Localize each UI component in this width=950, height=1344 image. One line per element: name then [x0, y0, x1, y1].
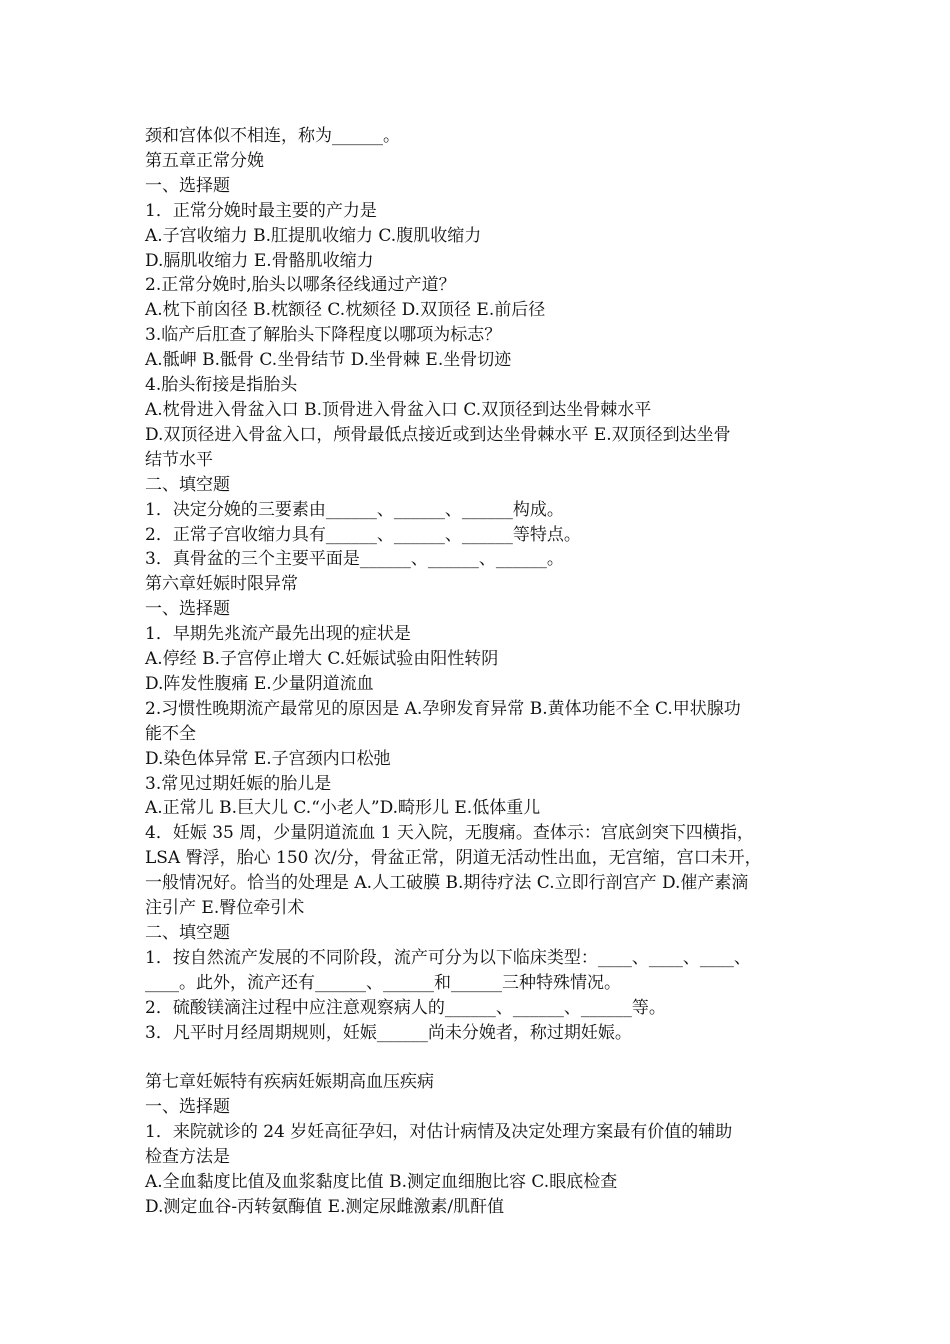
- question: 2.习惯性晚期流产最常见的原因是 A.孕卵发育异常 B.黄体功能不全 C.甲状腺功: [145, 698, 741, 719]
- question: 1．正常分娩时最主要的产力是: [145, 200, 377, 221]
- options: D.双顶径进入骨盆入口，颅骨最低点接近或到达坐骨棘水平 E.双顶径到达坐骨: [145, 424, 731, 445]
- options: D.阵发性腹痛 E.少量阴道流血: [145, 673, 374, 694]
- question: 4．妊娠 35 周，少量阴道流血 1 天入院，无腹痛。查体示：宫底剑突下四横指，: [145, 823, 754, 844]
- section-heading: 一、选择题: [145, 175, 230, 196]
- chapter-heading: 第五章正常分娩: [145, 150, 264, 171]
- fill-blank-question: 2．正常子宫收缩力具有______、______、______等特点。: [145, 524, 581, 545]
- question: LSA 臀浮，胎心 150 次/分，骨盆正常，阴道无活动性出血，无宫缩，宫口未开，: [145, 848, 762, 869]
- options: A.停经 B.子宫停止增大 C.妊娠试验由阳性转阴: [145, 649, 499, 670]
- options: A.正常儿 B.巨大儿 C.“小老人”D.畸形儿 E.低体重儿: [145, 798, 541, 819]
- section-heading: 二、填空题: [145, 923, 230, 943]
- fill-blank-question: 3．凡平时月经周期规则，妊娠______尚未分娩者，称过期妊娠。: [145, 1022, 632, 1043]
- text-line: 颈和宫体似不相连，称为______。: [145, 126, 400, 146]
- section-heading: 二、填空题: [145, 474, 230, 495]
- fill-blank-question: 2．硫酸镁滴注过程中应注意观察病人的______、______、______等。: [145, 997, 666, 1018]
- question: 3.常见过期妊娠的胎儿是: [145, 773, 332, 794]
- chapter-heading: 第六章妊娠时限异常: [145, 574, 298, 595]
- options: 结节水平: [145, 449, 213, 470]
- question: 1．早期先兆流产最先出现的症状是: [145, 624, 411, 645]
- question: 1．来院就诊的 24 岁妊高征孕妇，对估计病情及决定处理方案最有价值的辅助: [145, 1122, 733, 1143]
- fill-blank-question: 1．按自然流产发展的不同阶段，流产可分为以下临床类型：____、____、____、: [145, 947, 751, 968]
- options: D.染色体异常 E.子宫颈内口松弛: [145, 748, 391, 769]
- question: 一般情况好。恰当的处理是 A.人工破膜 B.期待疗法 C.立即行剖宫产 D.催产素滴: [145, 873, 749, 894]
- section-heading: 一、选择题: [145, 599, 230, 620]
- options: A.子宫收缩力 B.肛提肌收缩力 C.腹肌收缩力: [145, 225, 482, 246]
- document-page: [145, 124, 817, 1220]
- options: A.骶岬 B.骶骨 C.坐骨结节 D.坐骨棘 E.坐骨切迹: [145, 350, 512, 371]
- options: A.枕骨进入骨盆入口 B.顶骨进入骨盆入口 C.双顶径到达坐骨棘水平: [145, 399, 652, 420]
- question: 检查方法是: [145, 1147, 230, 1168]
- options: D.测定血谷-丙转氨酶值 E.测定尿雌激素/肌酐值: [145, 1196, 505, 1217]
- question: 注引产 E.臀位牵引术: [145, 898, 305, 919]
- blank-line: [145, 1046, 817, 1071]
- options: A.全血黏度比值及血浆黏度比值 B.测定血细胞比容 C.眼底检查: [145, 1172, 618, 1193]
- section-heading: 一、选择题: [145, 1097, 230, 1118]
- question: 4.胎头衔接是指胎头: [145, 375, 298, 396]
- fill-blank-question: 1．决定分娩的三要素由______、______、______构成。: [145, 499, 564, 520]
- chapter-heading: 第七章妊娠特有疾病妊娠期高血压疾病: [145, 1072, 434, 1093]
- options: D.膈肌收缩力 E.骨骼肌收缩力: [145, 250, 374, 271]
- fill-blank-question: 3．真骨盆的三个主要平面是______、______、______。: [145, 549, 564, 570]
- question: 2.正常分娩时,胎头以哪条径线通过产道？: [145, 275, 456, 296]
- fill-blank-question: ____。此外，流产还有______、______和______三种特殊情况。: [145, 972, 621, 993]
- question: 3.临产后肛查了解胎头下降程度以哪项为标志？: [145, 325, 502, 346]
- question: 能不全: [145, 723, 196, 744]
- options: A.枕下前囟径 B.枕额径 C.枕颏径 D.双顶径 E.前后径: [145, 300, 546, 321]
